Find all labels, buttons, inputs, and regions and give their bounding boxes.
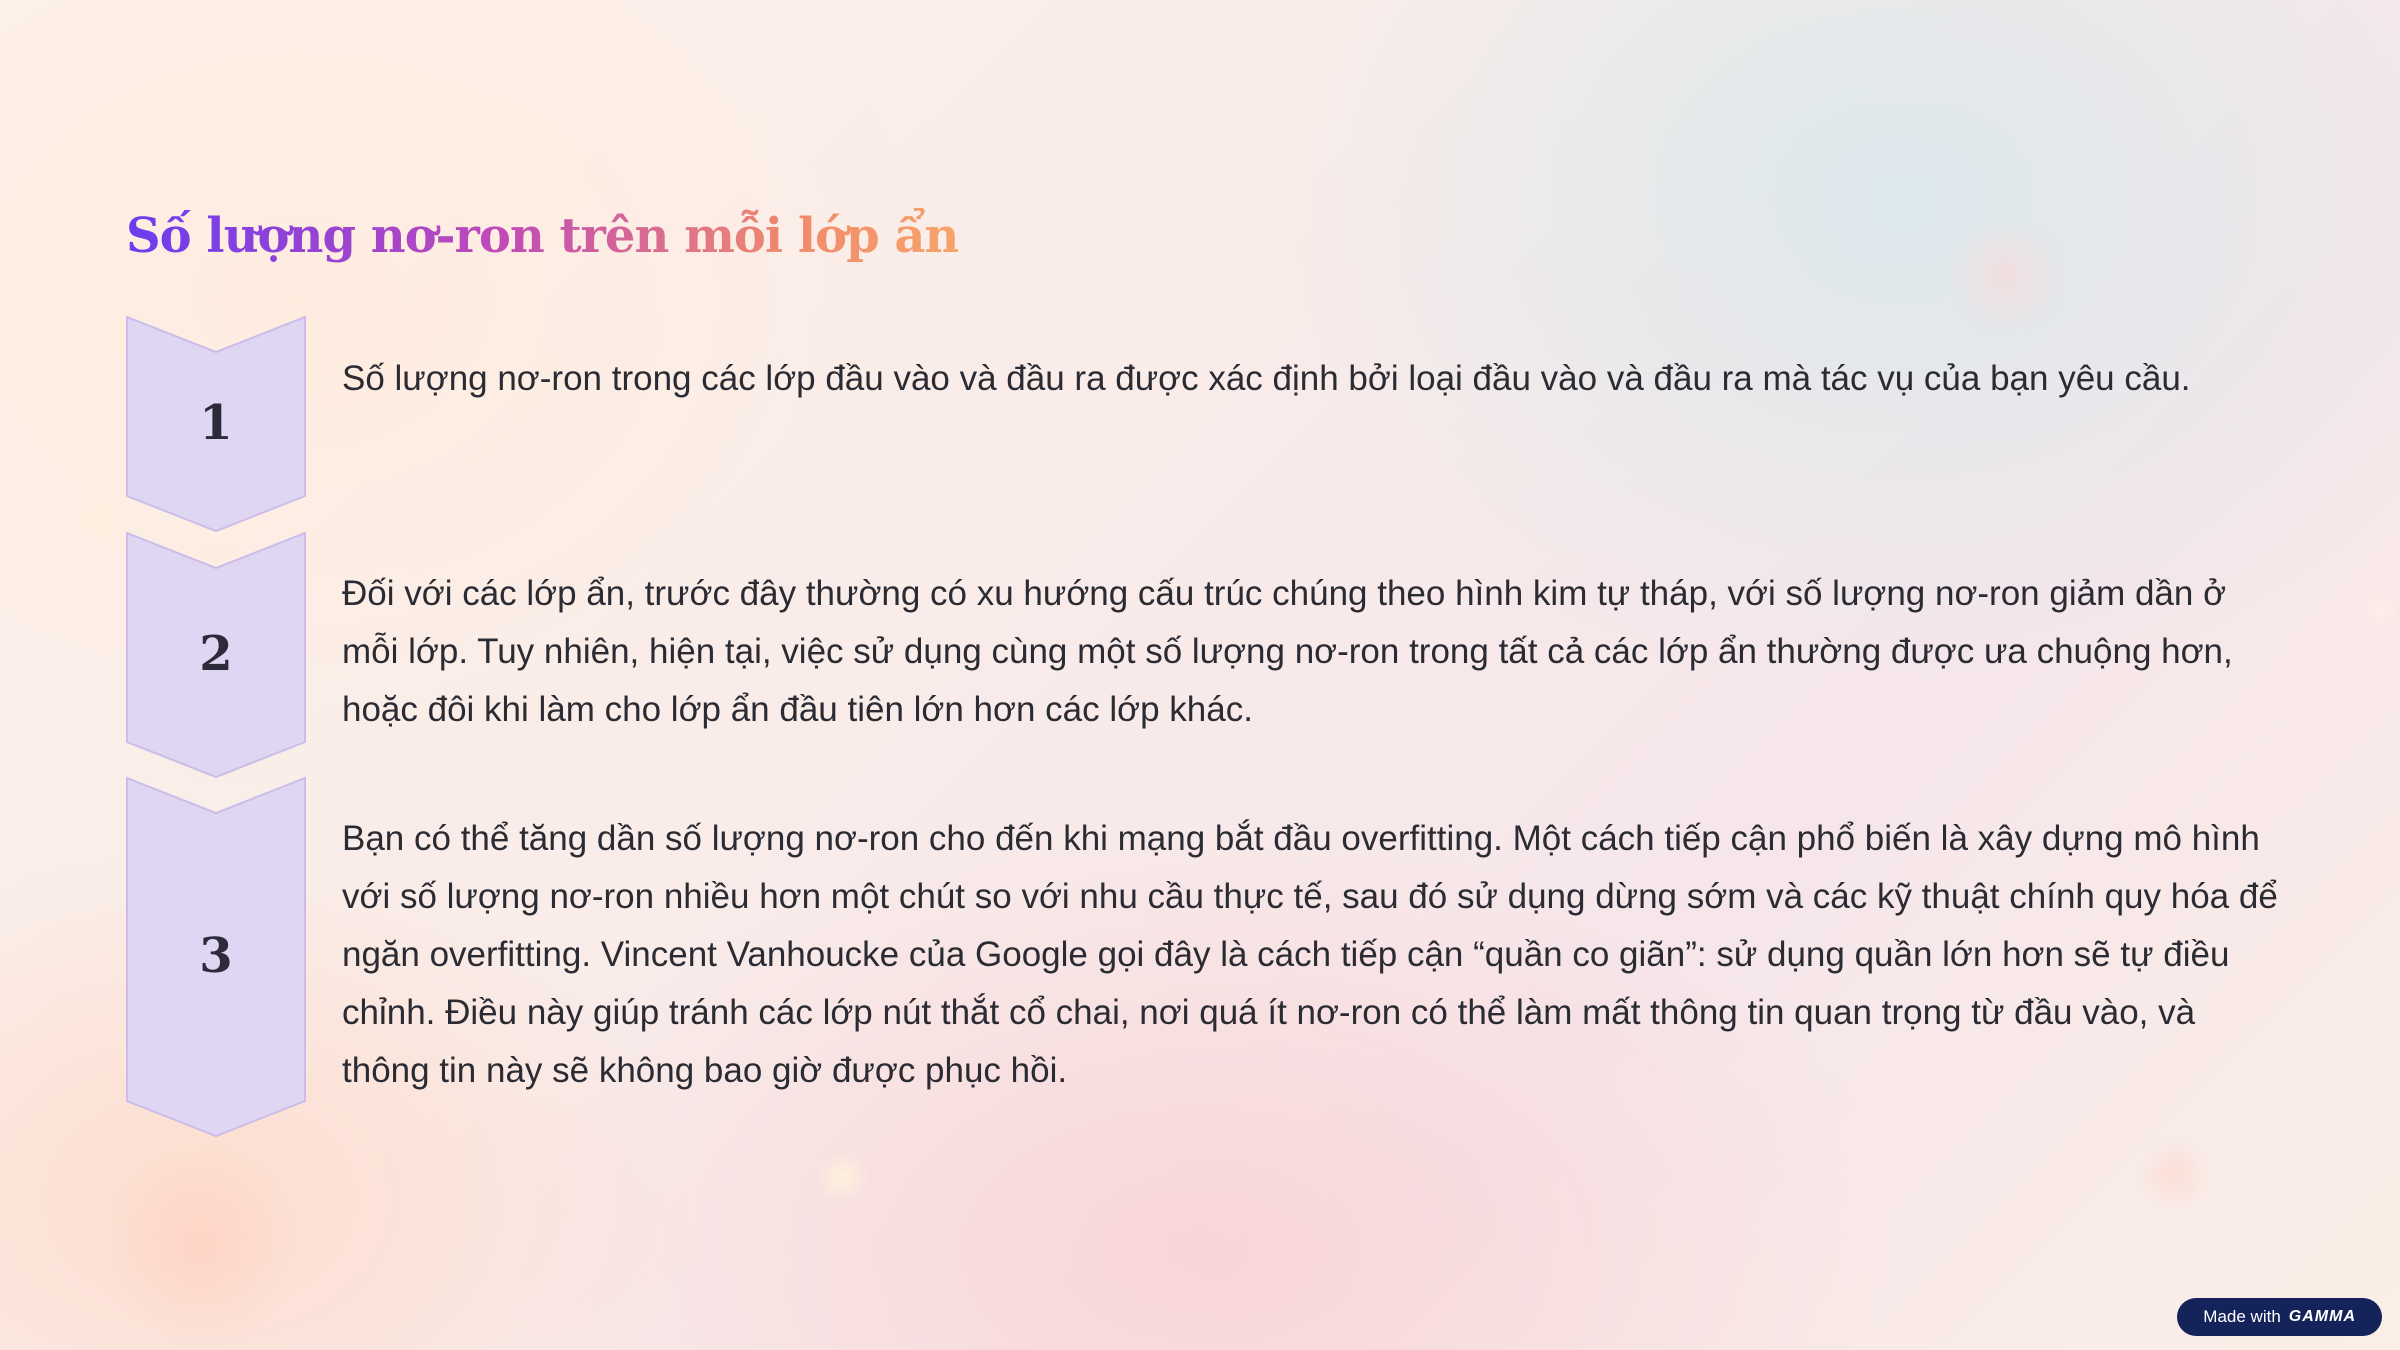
gamma-logo-icon: GAMMA <box>2288 1308 2356 1325</box>
slide-title: Số lượng nơ-ron trên mỗi lớp ẩn <box>126 208 959 264</box>
step-2-number: 2 <box>199 626 233 682</box>
bokeh-light-bottom-mid <box>815 1150 870 1205</box>
bokeh-light-far-right <box>2360 590 2400 630</box>
step-3-text: Bạn có thể tăng dần số lượng nơ-ron cho đến khi mạng bắt đầu overfitting. Một cách tiếp cận phổ biến là xây dựng mô hình với số lượng nơ-ron nhiều hơn một chút so với nhu cầu thực tế, sau đó sử dụng dừng sớm và các kỹ thuật chính quy hóa để ngăn overfitting. Vincent Vanhoucke của Google gọi đây là cách tiếp cận “quần co giãn”: sử dụng quần lớn hơn sẽ tự điều chỉnh. Điều này giúp tránh các lớp nút thắt cổ chai, nơi quá ít nơ-ron có thể làm mất thông tin quan trọng từ đầu vào, và thông tin này sẽ không bao giờ được phục hồi. <box>342 819 2278 1090</box>
step-2-text: Đối với các lớp ẩn, trước đây thường có xu hướng cấu trúc chúng theo hình kim tự tháp, với số lượng nơ-ron giảm dần ở mỗi lớp. Tuy nhiên, hiện tại, việc sử dụng cùng một số lượng nơ-ron trong tất cả các lớp ẩn thường được ưa chuộng hơn, hoặc đôi khi làm cho lớp ẩn đầu tiên lớn hơn các lớp khác. <box>342 574 2233 729</box>
bokeh-light-left <box>70 490 130 550</box>
bokeh-light-bottom-left <box>100 1150 300 1350</box>
step-3-number: 3 <box>199 928 233 984</box>
step-3-chevron <box>126 777 306 1137</box>
bokeh-light-top-right <box>1945 215 2065 335</box>
step-1-chevron <box>126 316 306 532</box>
step-1-number: 1 <box>199 395 233 451</box>
step-1-text: Số lượng nơ-ron trong các lớp đầu vào và đầu ra được xác định bởi loại đầu vào và đầu ra mà tác vụ của bạn yêu cầu. <box>342 359 2191 398</box>
made-with-gamma-badge[interactable] <box>2177 1298 2382 1336</box>
step-2-chevron <box>126 532 306 778</box>
bokeh-light-right <box>2140 1140 2210 1210</box>
badge-prefix: Made with <box>2203 1307 2281 1326</box>
